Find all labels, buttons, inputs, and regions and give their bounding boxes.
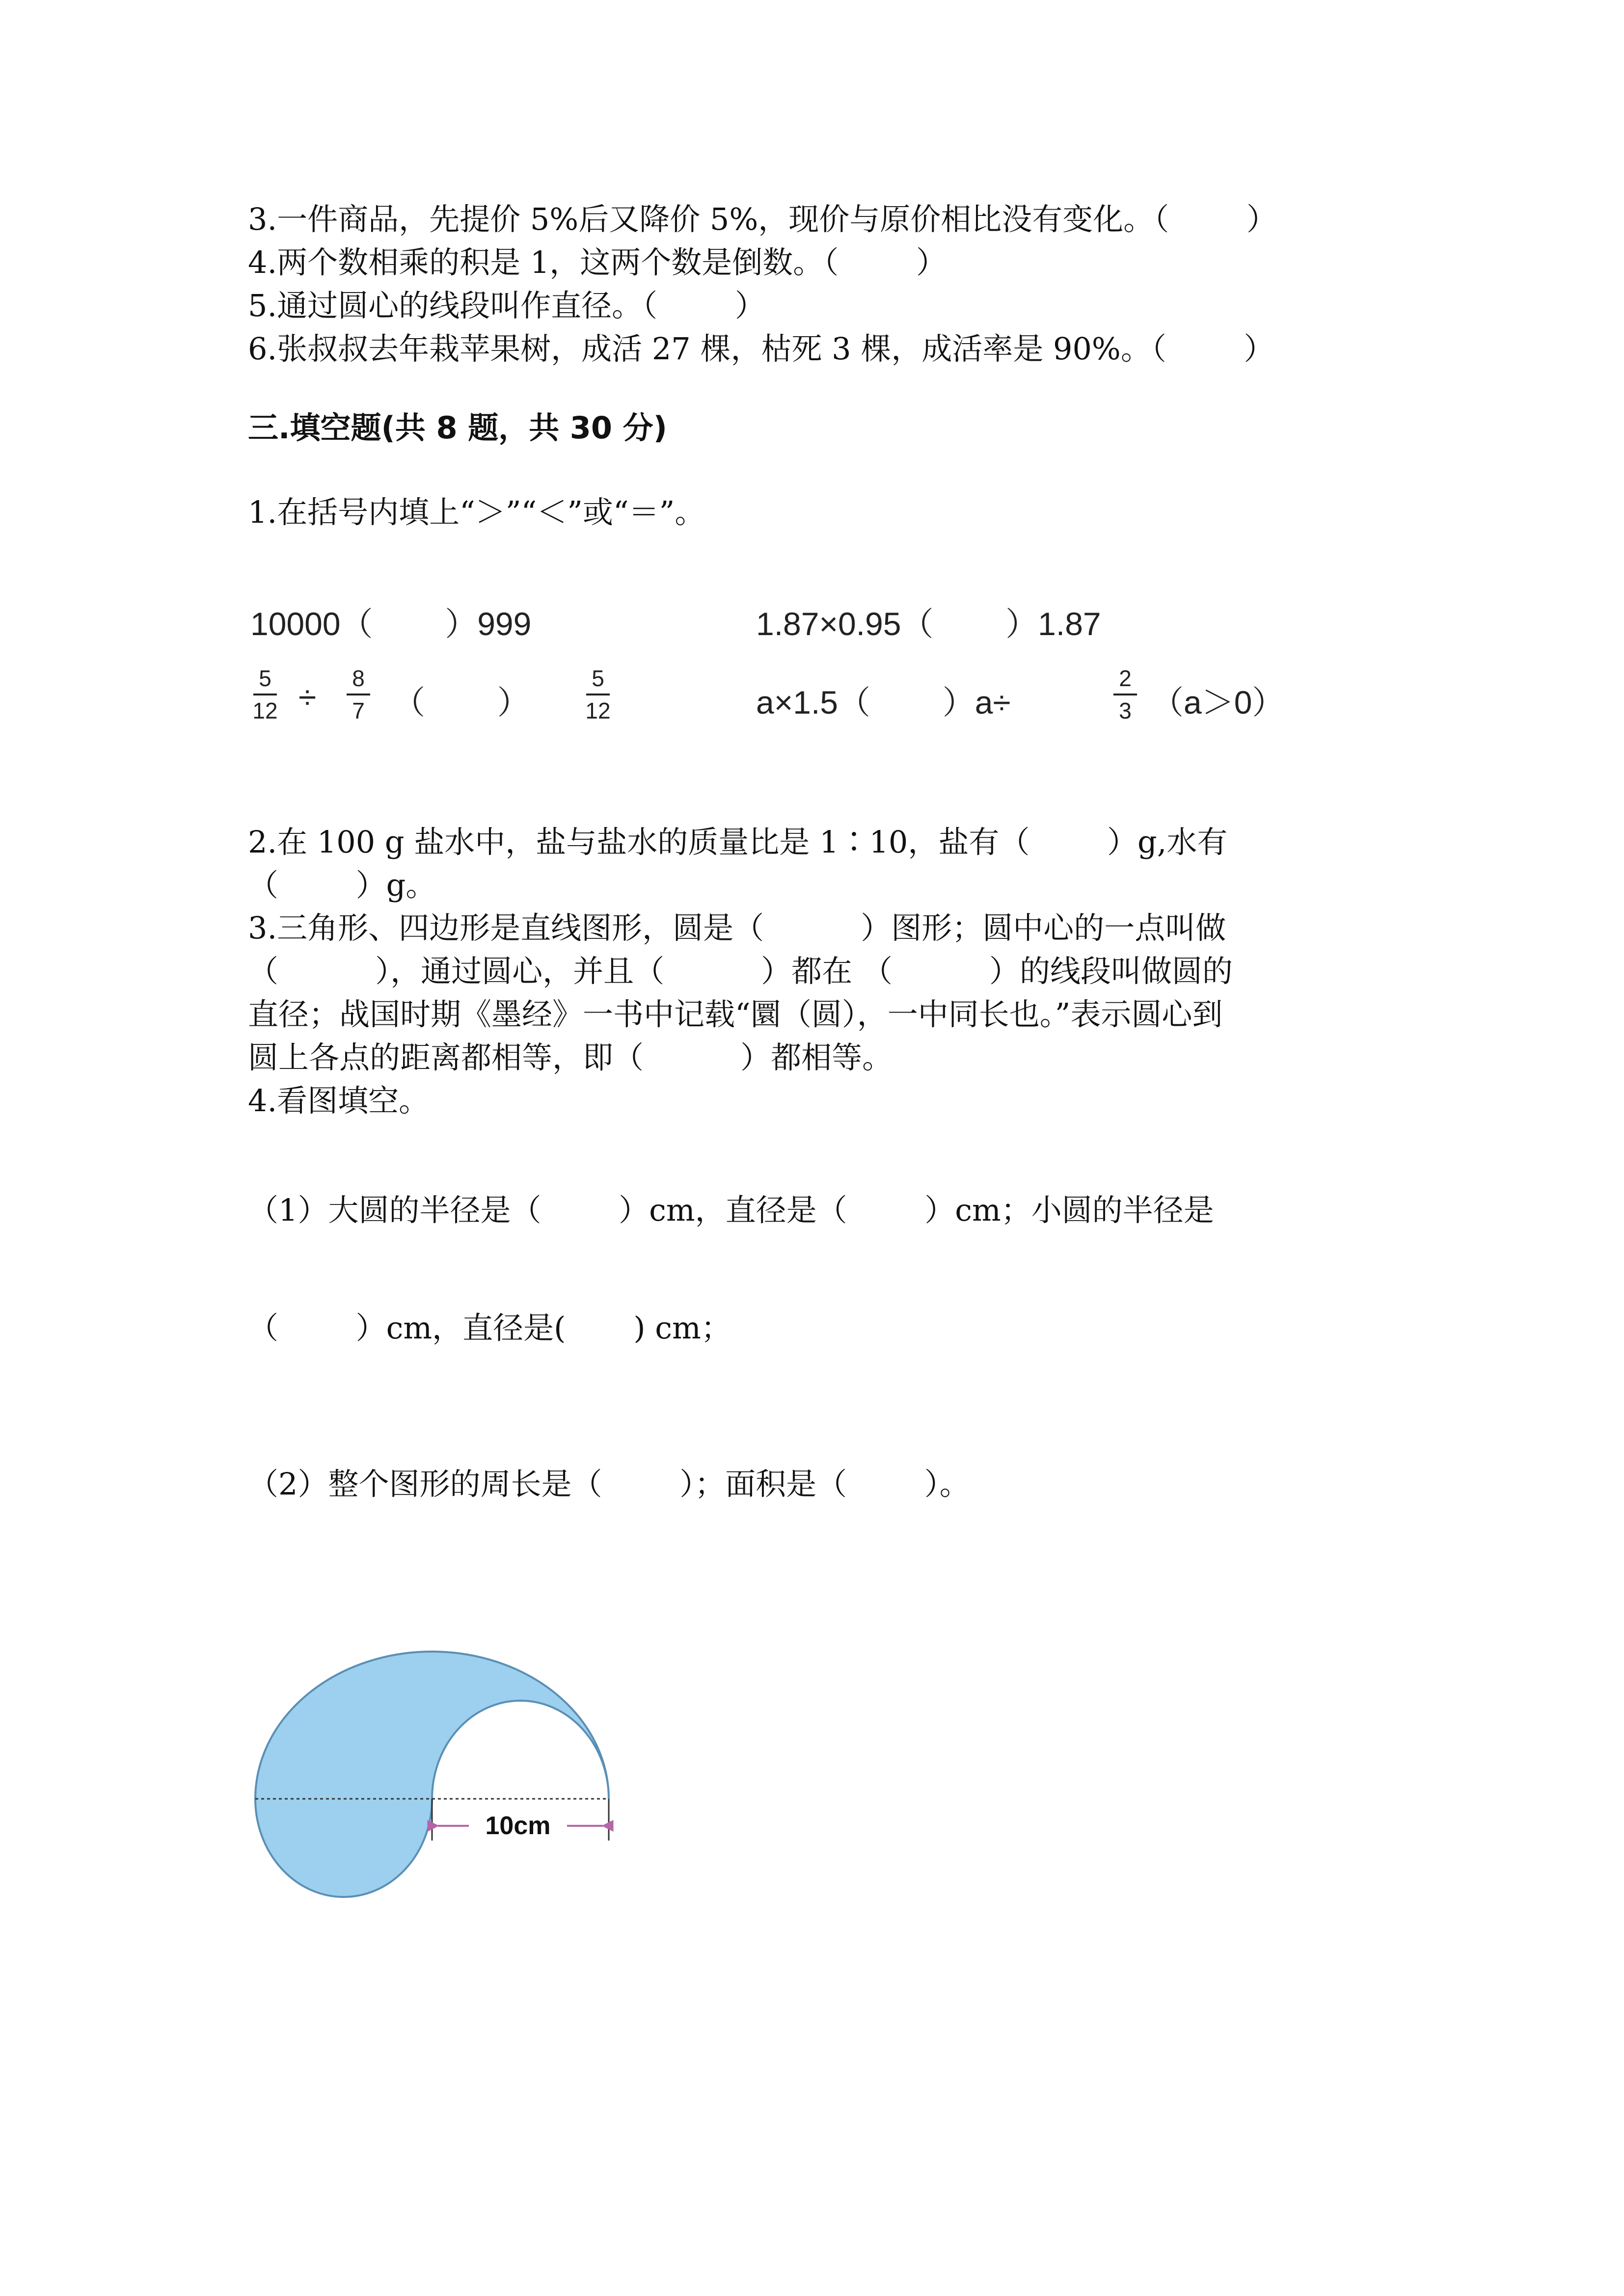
judge-item-3: 3.一件商品，先提价 5%后又降价 5%，现价与原价相比没有变化。（ ） (248, 201, 1277, 237)
denominator: 12 (252, 698, 278, 723)
q4-part2: （2）整个图形的周长是（ ）；面积是（ ）。 (248, 1466, 970, 1502)
q3-line-1: 3.三角形、四边形是直线图形，圆是（ ）图形；圆中心的一点叫做 (248, 910, 1226, 946)
q1-expr3-operator: ÷ (298, 679, 317, 715)
q2-line-2: （ ）g。 (248, 867, 436, 903)
semicircle-figure (245, 1610, 628, 1904)
dimension-label: 10cm (485, 1812, 551, 1840)
fraction-bar (347, 694, 370, 695)
fraction-bar (586, 694, 610, 695)
fraction-bar (1113, 694, 1137, 695)
numerator: 8 (352, 666, 365, 691)
q1-expr4-left: a×1.5（ ）a÷ (756, 684, 1011, 721)
q1-expr-1: 10000（ ）999 (250, 606, 532, 642)
q4-part1-line-2: （ ）cm，直径是( ) cm； (248, 1310, 731, 1346)
q4-stem: 4.看图填空。 (248, 1083, 430, 1119)
q1-expr4-fraction (1110, 665, 1140, 724)
judge-item-5: 5.通过圆心的线段叫作直径。（ ） (248, 288, 765, 323)
q3-line-3: 直径；战国时期《墨经》一书中记载“圜（圆），一中同长也。”表示圆心到 (248, 996, 1223, 1032)
judge-item-4: 4.两个数相乘的积是 1，这两个数是倒数。（ ） (248, 244, 947, 280)
q1-expr3-mid-fraction (344, 665, 373, 724)
denominator: 7 (352, 698, 365, 723)
q1-expr-2: 1.87×0.95（ ）1.87 (756, 606, 1101, 642)
shaded-region (255, 1652, 609, 1897)
q1-expr4-condition: （a＞0） (1151, 684, 1285, 721)
fraction-bar (253, 694, 277, 695)
section-title: 三.填空题(共 8 题，共 30 分) (248, 410, 667, 446)
denominator: 3 (1119, 698, 1132, 723)
q4-part1-line-1: （1）大圆的半径是（ ）cm，直径是（ ）cm；小圆的半径是 (248, 1192, 1214, 1228)
q2-line-1: 2.在 100 g 盐水中，盐与盐水的质量比是 1∶10，盐有（ ）g,水有 (248, 824, 1228, 860)
denominator: 12 (585, 698, 611, 723)
q3-line-2: （ ），通过圆心，并且（ ）都在 （ ）的线段叫做圆的 (248, 953, 1233, 989)
judge-item-6: 6.张叔叔去年栽苹果树，成活 27 棵，枯死 3 棵，成活率是 90%。（ ） (248, 331, 1274, 367)
numerator: 5 (592, 666, 604, 691)
numerator: 2 (1119, 666, 1132, 691)
numerator: 5 (259, 666, 271, 691)
q1-expr3-right-fraction (583, 665, 613, 724)
q3-line-4: 圆上各点的距离都相等，即（ ）都相等。 (248, 1040, 893, 1075)
q1-expr3-left-fraction (250, 665, 280, 724)
q1-expr3-paren: （ ） (393, 684, 530, 721)
q1-stem: 1.在括号内填上“＞”“＜”或“＝”。 (248, 494, 705, 530)
